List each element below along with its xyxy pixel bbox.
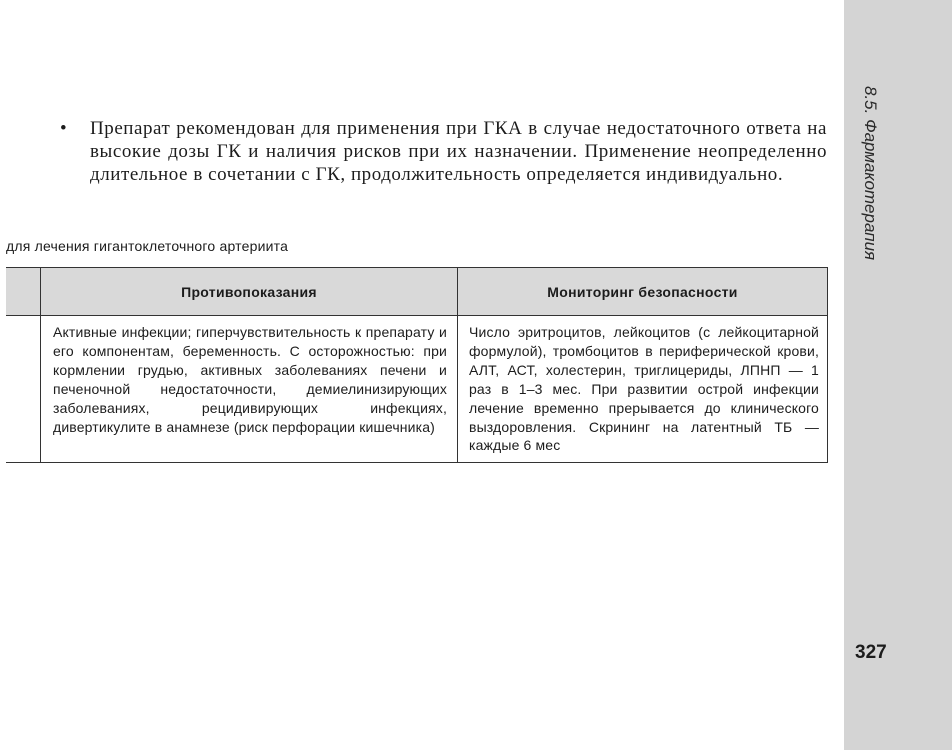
header-monitoring: Мониторинг безопасности bbox=[547, 284, 738, 300]
table-bottom-rule bbox=[6, 462, 828, 463]
running-header bbox=[861, 86, 880, 261]
cell-monitoring: Число эритроцитов, лейкоцитов (с лейкоцитарной формулой), тромбоцитов в периферической крови, АЛТ, АСТ, холестерин, триглицериды, ЛПНП — 1 раз в 1–3 мес. При развитии острой инфекции лечение временно прерывается до клинического выздоровления. Скрининг на латентный ТБ — каждые 6 мес bbox=[469, 324, 819, 454]
table-top-rule bbox=[6, 267, 828, 268]
header-contraindications: Противопоказания bbox=[181, 284, 317, 300]
drug-table bbox=[6, 267, 828, 463]
bullet-text: Препарат рекомендован для применения при ГКА в случае недостаточного ответа на высокие дозы ГК и наличия рисков при их назначении. Применение неопределенно длительное в сочетании с ГК, продолжительность определяется индивидуально. bbox=[90, 118, 827, 185]
bullet-marker: • bbox=[60, 118, 67, 139]
table-caption: для лечения гигантоклеточного артериита bbox=[6, 238, 289, 254]
header-divider bbox=[6, 315, 828, 316]
column-divider bbox=[827, 267, 828, 463]
cell-contraindications: Активные инфекции; гиперчувствительность к препарату и его компонентам, беременность. С осторожностью: при кормлении грудью, активных заболеваниях печени и печеночной недостаточности, демиелинизирующих заболеваниях, рецидивирующих инфекциях, дивертикулите в анамнезе (риск перфорации кишечника) bbox=[53, 324, 447, 435]
page-number: 327 bbox=[855, 642, 887, 663]
section-title: 8.5. Фармакотерапия bbox=[861, 86, 880, 261]
